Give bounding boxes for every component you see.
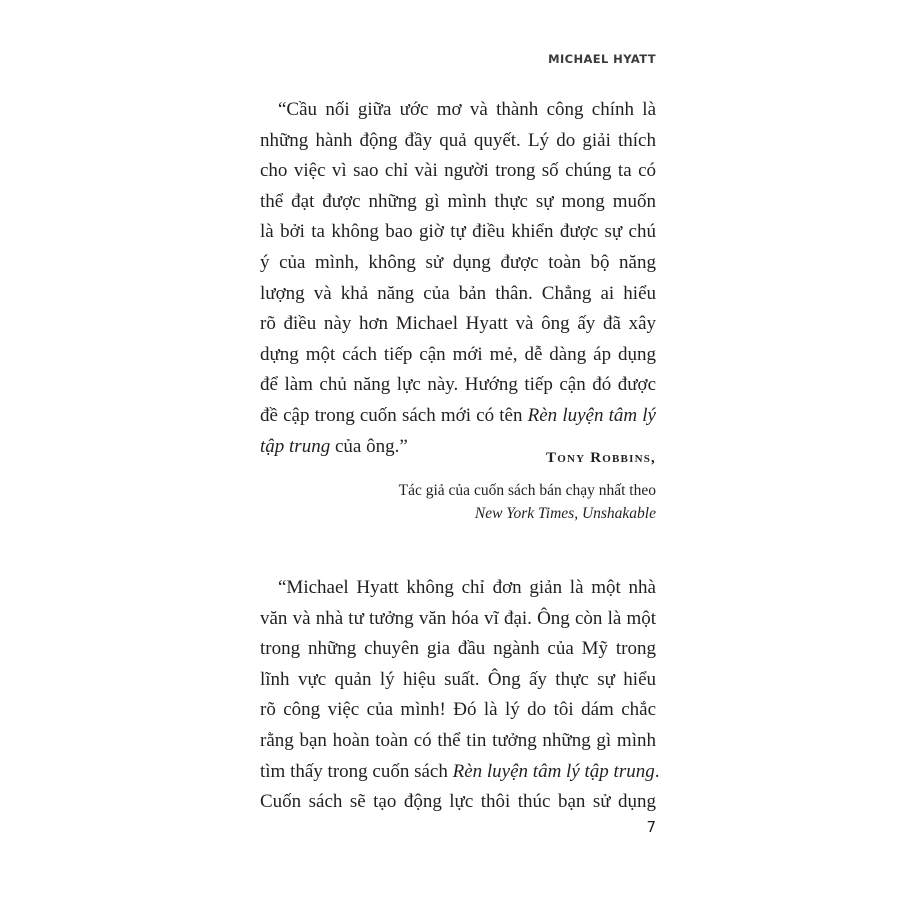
quote-line: để làm chủ năng lực này. Hướng tiếp cận đó được [260, 374, 656, 396]
quote-line: rõ điều này hơn Michael Hyatt và ông ấy đã xây [260, 313, 656, 335]
quote-line: lĩnh vực quản lý hiệu suất. Ông ấy thực sự hiểu [260, 668, 656, 690]
book-title: Rèn luyện tâm lý tập trung [452, 760, 655, 782]
quote-line: trong những chuyên gia đầu ngành của Mỹ trong [260, 638, 656, 660]
credit-line-italic: New York Times, Unshakable [474, 505, 656, 522]
quote-line [260, 401, 656, 432]
quote-text: . [654, 760, 660, 782]
quote-text: của ông.” [330, 435, 408, 457]
running-head: MICHAEL HYATT [548, 52, 656, 66]
author-credit [399, 479, 656, 525]
quote-line: rõ công việc của mình! Đó là lý do tôi dám chắc [260, 699, 656, 721]
quote-line: là bởi ta không bao giờ tự điều khiển được sự chú [260, 221, 656, 243]
quote-line: thể đạt được những gì mình thực sự mong muốn [260, 190, 656, 212]
quote-block-2 [260, 573, 660, 818]
quote-line: văn và nhà tư tưởng văn hóa vĩ đại. Ông còn là một [260, 607, 656, 629]
quote-line: Cuốn sách sẽ tạo động lực thôi thúc bạn sử dụng [260, 791, 656, 813]
author-name: Tony Robbins, [546, 450, 656, 466]
quote-line: “Michael Hyatt không chỉ đơn giản là một nhà [278, 577, 656, 598]
credit-line: Tác giả của cuốn sách bán chạy nhất theo [398, 482, 656, 499]
quote-text: đề cập trong cuốn sách mới có tên [260, 404, 528, 426]
quote-line: dựng một cách tiếp cận mới mẻ, dễ dàng áp dụng [260, 343, 656, 365]
quote-line: rằng bạn hoàn toàn có thể tin tưởng những gì mình [260, 729, 656, 751]
book-title: tập trung [260, 435, 331, 457]
quote-line: ý của mình, không sử dụng được toàn bộ năng [260, 251, 656, 273]
quote-line [260, 757, 660, 788]
quote-block-1 [260, 95, 656, 462]
quote-text: tìm thấy trong cuốn sách [260, 760, 453, 782]
quote-line: những hành động đầy quả quyết. Lý do giải thích [260, 129, 656, 151]
quote-line: “Cầu nối giữa ước mơ và thành công chính là [278, 99, 656, 120]
book-title: Rèn luyện tâm lý [527, 404, 656, 426]
quote-line: cho việc vì sao chỉ vài người trong số chúng ta có [260, 160, 656, 182]
quote-line: lượng và khả năng của bản thân. Chẳng ai hiểu [260, 282, 656, 304]
page-number: 7 [646, 818, 656, 836]
